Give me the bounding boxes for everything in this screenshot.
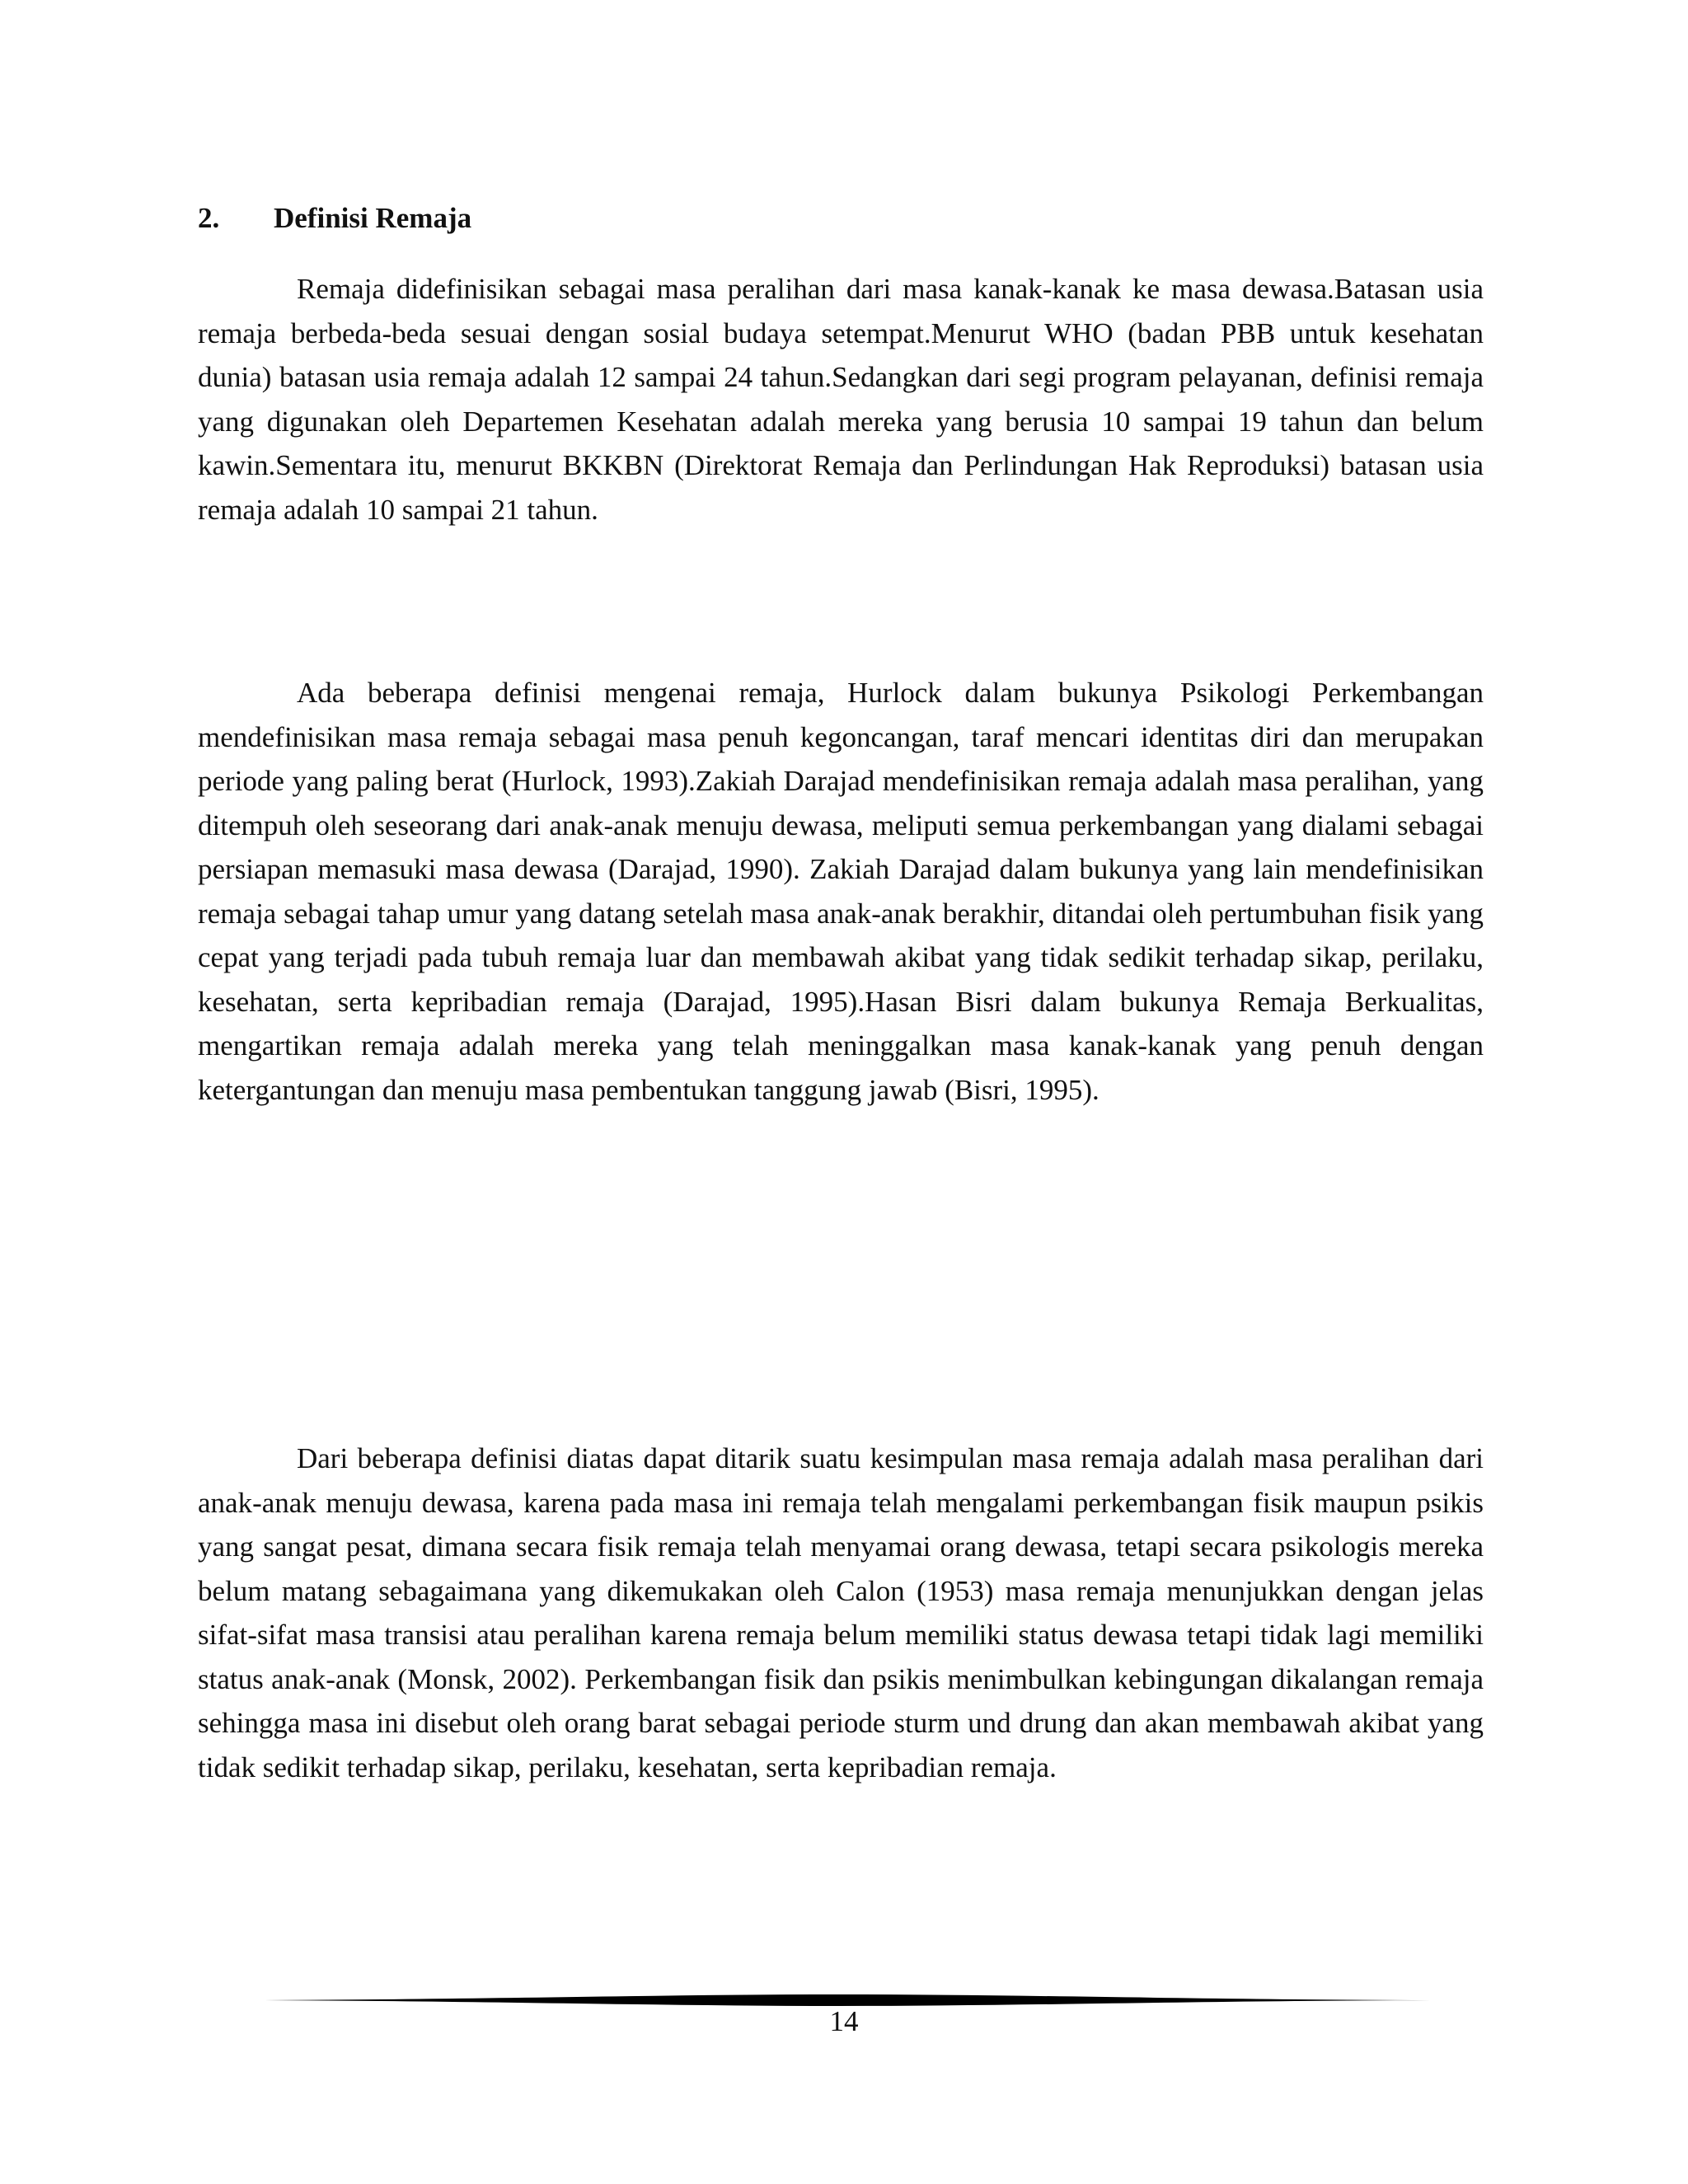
page-number: 14 bbox=[829, 2005, 859, 2037]
paragraph-expert-definitions: Ada beberapa definisi mengenai remaja, Hurlock dalam bukunya Psikologi Perkembangan mendefinisikan masa remaja sebagai masa penuh kegoncangan, taraf mencari identitas diri dan merupakan periode yang paling berat (Hurlock, 1993).Zakiah Darajad mendefinisikan remaja adalah masa peralihan, yang ditempuh oleh seseorang dari anak-anak menuju dewasa, meliputi semua perkembangan yang dialami sebagai persiapan memasuki masa dewasa (Darajad, 1990). Zakiah Darajad dalam bukunya yang lain mendefinisikan remaja sebagai tahap umur yang datang setelah masa anak-anak berakhir, ditandai oleh pertumbuhan fisik yang cepat yang terjadi pada tubuh remaja luar dan membawah akibat yang tidak sedikit terhadap sikap, perilaku, kesehatan, serta kepribadian remaja (Darajad, 1995).Hasan Bisri dalam bukunya Remaja Berkualitas, mengartikan remaja adalah mereka yang telah meninggalkan masa kanak-kanak yang penuh dengan ketergantungan dan menuju masa pembentukan tanggung jawab (Bisri, 1995). bbox=[198, 677, 1484, 1106]
section-heading bbox=[198, 198, 471, 239]
section-number: 2. bbox=[198, 202, 220, 234]
paragraph-conclusion: Dari beberapa definisi diatas dapat ditarik suatu kesimpulan masa remaja adalah masa peralihan dari anak-anak menuju dewasa, karena pada masa ini remaja telah mengalami perkembangan fisik maupun psikis yang sangat pesat, dimana secara fisik remaja telah menyamai orang dewasa, tetapi secara psikologis mereka belum matang sebagaimana yang dikemukakan oleh Calon (1953) masa remaja menunjukkan dengan jelas sifat-sifat masa transisi atau peralihan karena remaja belum memiliki status dewasa tetapi tidak lagi memiliki status anak-anak (Monsk, 2002). Perkembangan fisik dan psikis menimbulkan kebingungan dikalangan remaja sehingga masa ini disebut oleh orang barat sebagai periode sturm und drung dan akan membawah akibat yang tidak sedikit terhadap sikap, perilaku, kesehatan, serta kepribadian remaja. bbox=[198, 1442, 1484, 1783]
paragraph-age-definitions: Remaja didefinisikan sebagai masa peralihan dari masa kanak-kanak ke masa dewasa.Batasan usia remaja berbeda-beda sesuai dengan sosial budaya setempat.Menurut WHO (badan PBB untuk kesehatan dunia) batasan usia remaja adalah 12 sampai 24 tahun.Sedangkan dari segi program pelayanan, definisi remaja yang digunakan oleh Departemen Kesehatan adalah mereka yang berusia 10 sampai 19 tahun dan belum kawin.Sementara itu, menurut BKKBN (Direktorat Remaja dan Perlindungan Hak Reproduksi) batasan usia remaja adalah 10 sampai 21 tahun. bbox=[198, 273, 1484, 526]
section-title: Definisi Remaja bbox=[274, 202, 472, 234]
